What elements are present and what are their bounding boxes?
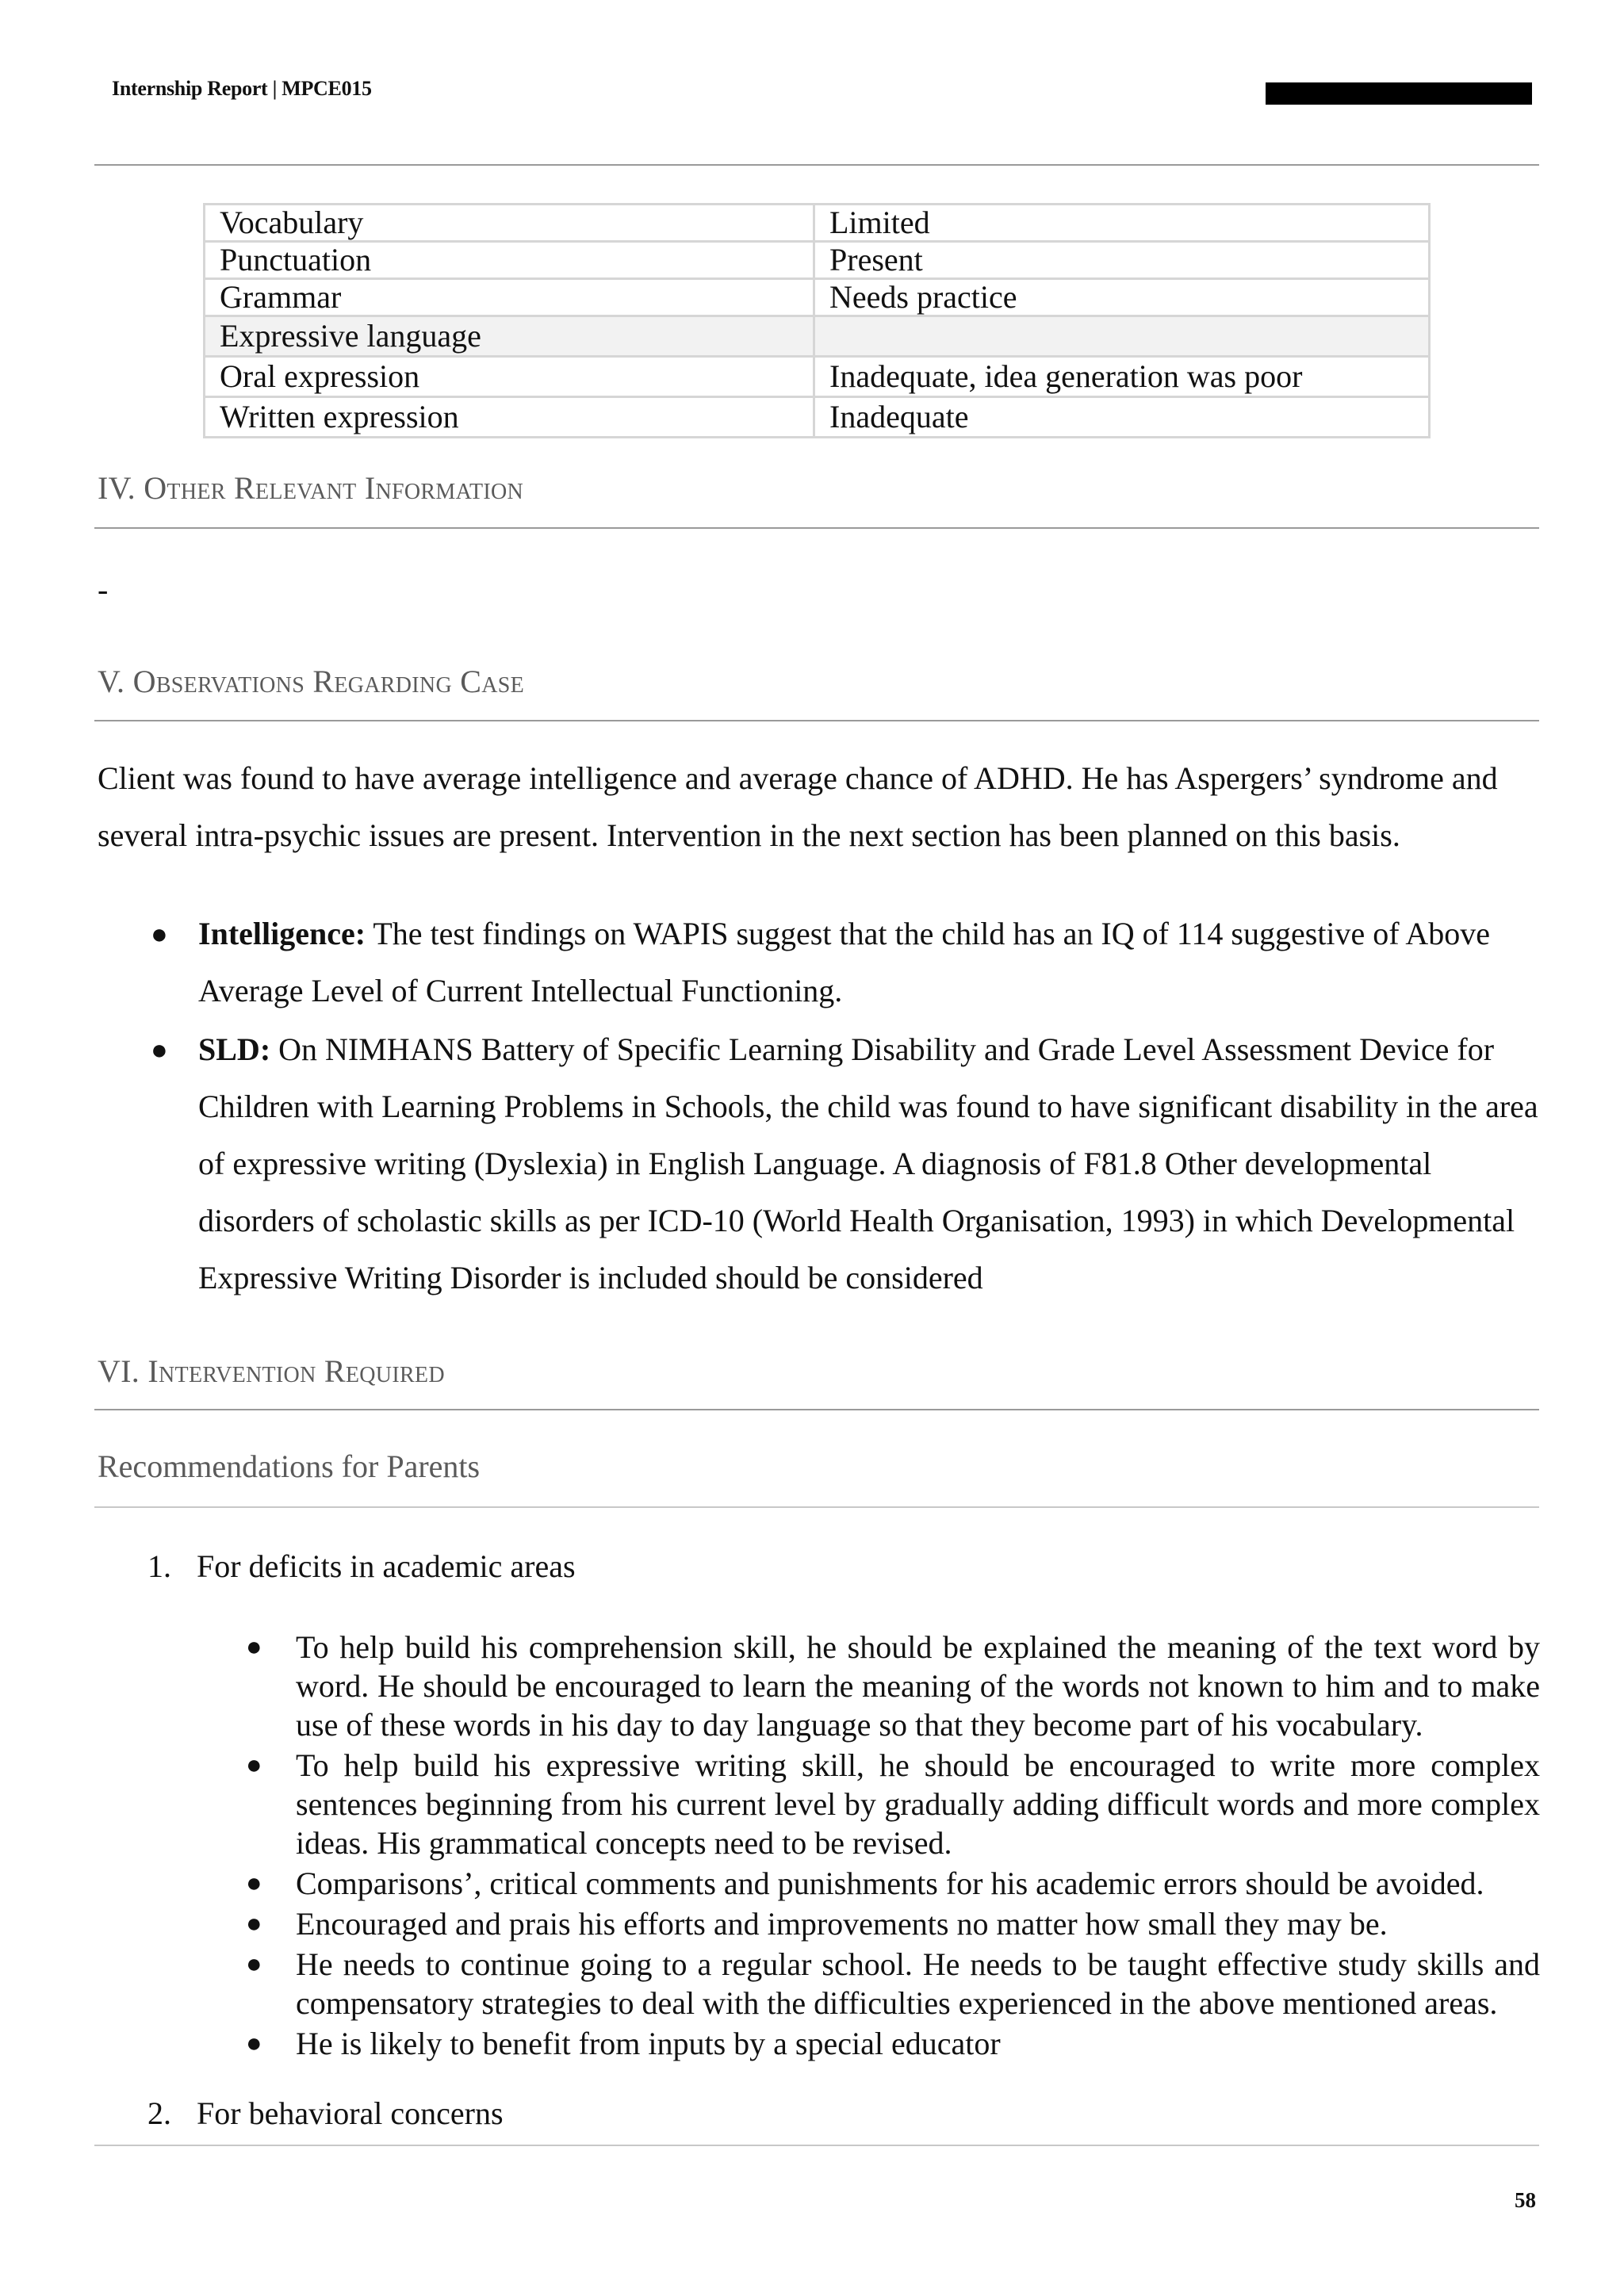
sub-heading-recommendations: Recommendations for Parents: [98, 1448, 481, 1484]
table-row: [205, 205, 1430, 242]
item-number: 1.: [147, 1548, 171, 1584]
bullet-icon: ●: [151, 1034, 168, 1066]
bullet-label: SLD:: [198, 1031, 271, 1067]
item-title: For behavioral concerns: [197, 2095, 504, 2131]
sub-section-divider: [94, 1506, 1539, 1508]
table-row: [205, 279, 1430, 316]
table-cell-value: Inadequate, idea generation was poor: [814, 357, 1430, 397]
observations-paragraph: Client was found to have average intelligence and average chance of ADHD. He has Aspergers’ syndrome and several intra-psychic issues are present. Intervention in the next section has been planned on this basis.: [98, 760, 1498, 853]
bullet-icon: ●: [246, 1751, 262, 1780]
bullet-text: On NIMHANS Battery of Specific Learning Disability and Grade Level Assessment Device for Children with Learning Problems in Schools, the child was found to have significant disability in the area of expressive writing (Dyslexia) in English Language. A diagnosis of F81.8 Other developmental disorders of scholastic skills as per ICD-10 (World Health Organisation, 1993) in which Developmental Expressive Writing Disorder is included should be considered: [198, 1031, 1538, 1295]
bullet-icon: ●: [151, 918, 168, 950]
bullet-icon: ●: [246, 1869, 262, 1898]
bullet-text: He is likely to benefit from inputs by a special educator: [296, 2026, 1001, 2061]
table-row: [205, 397, 1430, 438]
table-row: [205, 242, 1430, 279]
bullet-icon: ●: [246, 1632, 262, 1662]
assessment-table: [203, 203, 1431, 438]
numbered-item-academic: [147, 1548, 576, 1585]
bullet-icon: ●: [246, 1950, 262, 1979]
table-cell-label: Grammar: [205, 279, 814, 316]
bullet-text: Comparisons’, critical comments and punishments for his academic errors should be avoided.: [296, 1866, 1484, 1901]
table-cell-label: Written expression: [205, 397, 814, 438]
table-cell-value: Present: [814, 242, 1430, 279]
table-cell-label: Punctuation: [205, 242, 814, 279]
page-number: 58: [1515, 2188, 1536, 2212]
section-divider: [94, 720, 1539, 721]
section-heading-observations: V. Observations Regarding Case: [98, 664, 525, 699]
item-number: 2.: [147, 2095, 171, 2131]
section-divider: [94, 1409, 1539, 1410]
section-heading-other-info: IV. Other Relevant Information: [98, 470, 524, 506]
list-item: [98, 1021, 1549, 1307]
table-row: [205, 316, 1430, 357]
bullet-label: Intelligence:: [198, 916, 366, 951]
list-item: [98, 905, 1549, 1020]
table-row: [205, 357, 1430, 397]
list-item: [246, 1628, 1540, 1744]
list-item: [246, 2024, 1540, 2063]
bullet-icon: ●: [246, 2029, 262, 2058]
numbered-item-behavioral: [147, 2095, 504, 2132]
list-item: [246, 1904, 1540, 1943]
section-heading-intervention: VI. Intervention Required: [98, 1353, 445, 1389]
academic-recommendations-list: [246, 1628, 1540, 2064]
bullet-text: To help build his expressive writing skill, he should be encouraged to write more complex sentences beginning from his current level by gradually adding difficult words and more complex ideas. His grammatical concepts need to be revised.: [296, 1747, 1540, 1861]
table-cell-value: [814, 316, 1430, 357]
section-divider: [94, 527, 1539, 529]
table-cell-label: Vocabulary: [205, 205, 814, 242]
header-divider: [94, 164, 1539, 166]
list-item: [246, 1864, 1540, 1903]
header-title: Internship Report | MPCE015: [112, 77, 372, 100]
list-item: [246, 1746, 1540, 1862]
table-cell-value: Needs practice: [814, 279, 1430, 316]
item-title: For deficits in academic areas: [197, 1548, 576, 1584]
bullet-text: Encouraged and prais his efforts and improvements no matter how small they may be.: [296, 1906, 1388, 1942]
table-cell-value: Limited: [814, 205, 1430, 242]
bullet-icon: ●: [246, 1909, 262, 1938]
bullet-text: To help build his comprehension skill, he should be explained the meaning of the text word by word. He should be encouraged to learn the meaning of the words not known to him and to make use of these words in his day to day language so that they become part of his vocabulary.: [296, 1629, 1540, 1743]
table-cell-value: Inadequate: [814, 397, 1430, 438]
table-cell-label: Expressive language: [205, 316, 814, 357]
redacted-block: [1266, 82, 1532, 105]
list-item: [246, 1945, 1540, 2022]
other-info-content: -: [98, 572, 109, 607]
observations-list: [98, 905, 1549, 1308]
footer-divider: [94, 2145, 1539, 2146]
table-cell-label: Oral expression: [205, 357, 814, 397]
bullet-text: The test findings on WAPIS suggest that the child has an IQ of 114 suggestive of Above Average Level of Current Intellectual Functioning.: [198, 916, 1491, 1008]
bullet-text: He needs to continue going to a regular school. He needs to be taught effective study skills and compensatory strategies to deal with the difficulties experienced in the above mentioned areas.: [296, 1946, 1540, 2021]
